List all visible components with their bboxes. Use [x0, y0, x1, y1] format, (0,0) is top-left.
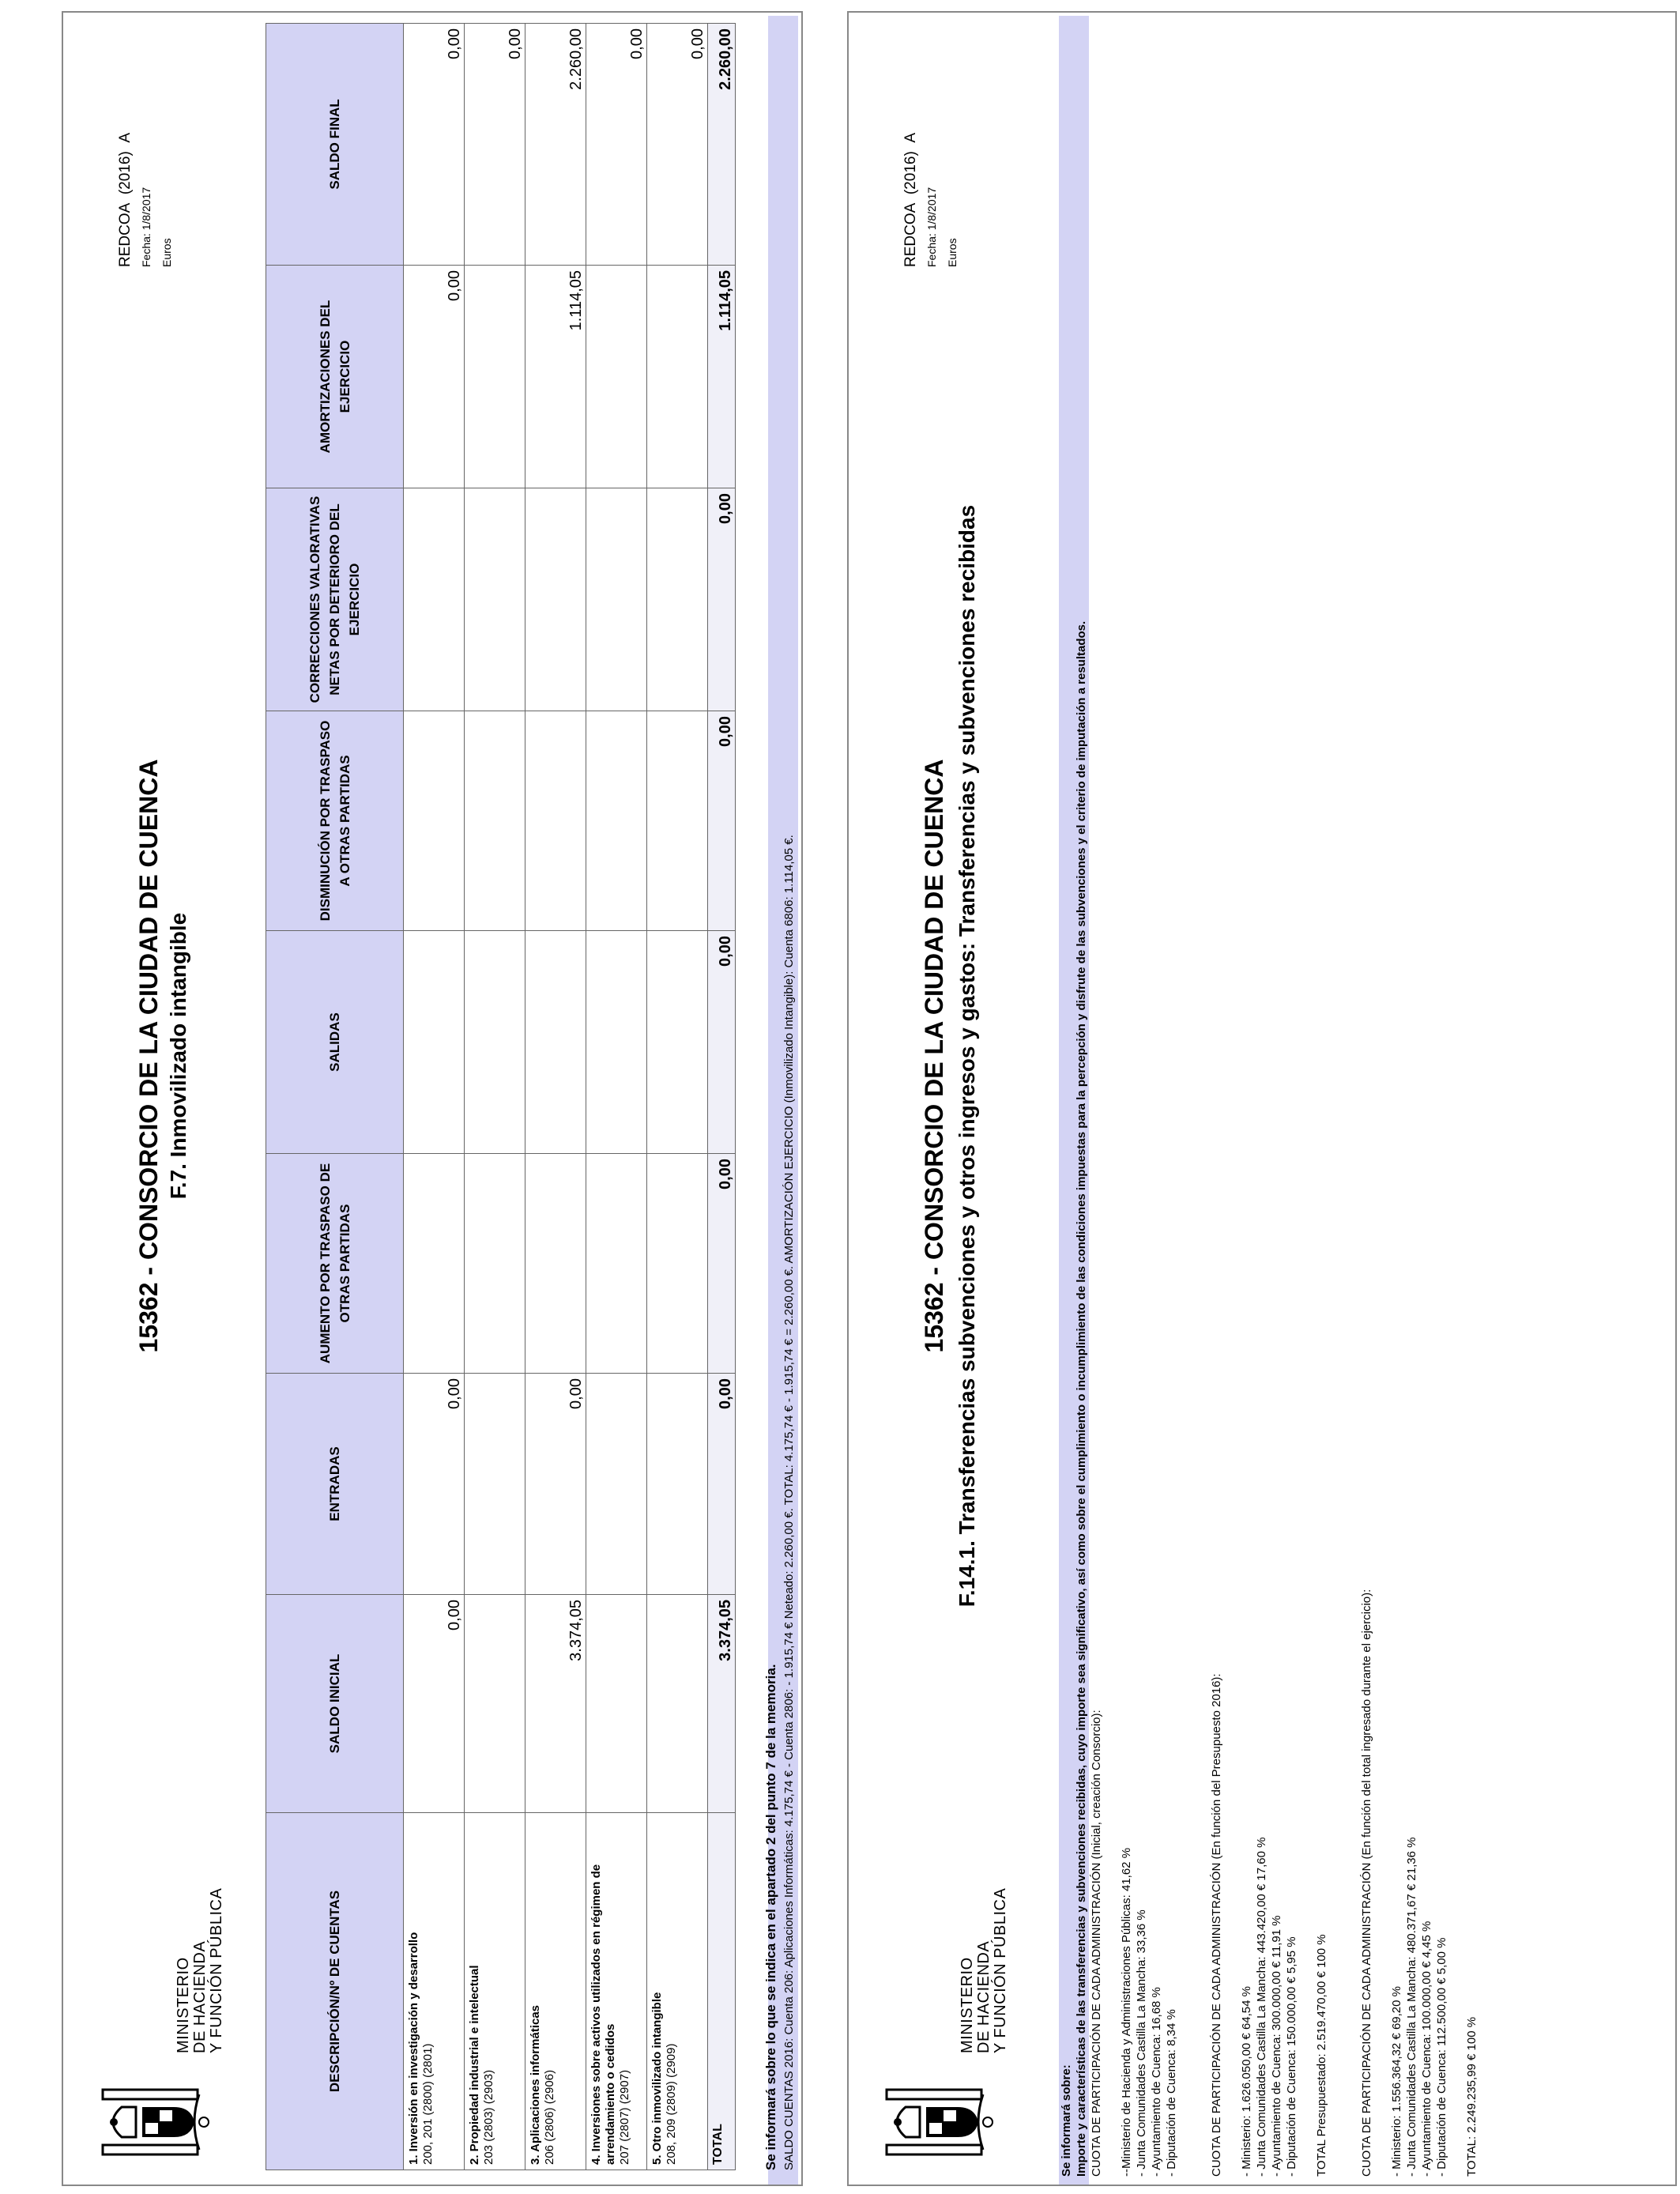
ministry-line-1: MINISTERIO: [175, 1957, 192, 2053]
info-line: CUOTA DE PARTICIPACIÓN DE CADA ADMINISTRACIÓN (En función del total ingresado durante el ejercicio):: [1360, 1589, 1373, 2177]
report-variant: A: [902, 132, 919, 143]
col-header-aumento-traspaso: AUMENTO POR TRASPASO DE OTRAS PARTIDAS: [266, 1154, 404, 1374]
band-heading: Se informará sobre:: [1060, 2064, 1073, 2177]
report-id-line: [901, 133, 921, 267]
info-line: - Diputación de Cuenca: 150.000,00 € 5,95 %: [1285, 1936, 1298, 2177]
info-line: - Ayuntamiento de Cuenca: 300.000,00 € 11,91 %: [1270, 1915, 1283, 2177]
row-value: 0,00: [647, 24, 708, 266]
intangible-assets-table: [266, 23, 736, 2170]
info-line: --Ministerio de Hacienda y Administraciones Públicas: 41,62 %: [1120, 1847, 1133, 2177]
info-line: [1179, 27, 1194, 2177]
info-line: - Junta Comunidades Castilla La Mancha: 33,36 %: [1135, 1909, 1148, 2177]
col-header-salidas: SALIDAS: [266, 931, 404, 1154]
row-value: [465, 931, 525, 1154]
row-value: [647, 931, 708, 1154]
total-value: 3.374,05: [708, 1595, 736, 1813]
row-name: 1. Inversión en investigación y desarrollo: [407, 1932, 420, 2165]
row-value: [647, 266, 708, 488]
row-value: 0,00: [404, 266, 465, 488]
row-value: 0,00: [525, 1374, 586, 1595]
row-name: 5. Otro inmovilizado intangible: [650, 1992, 664, 2165]
info-line: [1194, 27, 1209, 2177]
row-value: [404, 931, 465, 1154]
row-value: [586, 931, 647, 1154]
row-accounts: 200, 201 (2800) (2801): [421, 2043, 435, 2165]
info-line: - Ayuntamiento de Cuenca: 100.000,00 € 4,45 %: [1420, 1921, 1433, 2177]
report-id-block-1: [115, 133, 177, 267]
info-line: [1344, 27, 1359, 2177]
report-id-line: [115, 133, 136, 267]
total-value: 0,00: [708, 488, 736, 711]
row-value: [586, 1374, 647, 1595]
info-line: [1104, 27, 1119, 2177]
report-currency: Euros: [160, 238, 173, 267]
section2-info: [1059, 27, 1479, 2177]
row-value: 0,00: [404, 24, 465, 266]
row-description: [525, 1813, 586, 2170]
info-line: [1329, 27, 1344, 2177]
table-row: [525, 24, 586, 2170]
report-variant: A: [117, 132, 134, 143]
row-accounts: 203 (2803) (2903): [482, 2069, 495, 2165]
row-value: [647, 488, 708, 711]
col-header-entradas: ENTRADAS: [266, 1374, 404, 1595]
info-line: - Ministerio: 1.556.364,32 € 69,20 %: [1390, 1986, 1403, 2177]
row-value: [586, 1154, 647, 1374]
row-value: 2.260,00: [525, 24, 586, 266]
band-text: Importe y características de las transferencias y subvenciones recibidas, cuyo importe sea significativo, así como sobre el cumplimiento o incumplimiento de las condiciones impuestas para la percepción y disfrute de las subvenciones y el criterio de imputación a resultados.: [1075, 620, 1088, 2177]
row-value: [465, 266, 525, 488]
coat-of-arms-logo: [95, 2083, 221, 2161]
info-line: TOTAL Presupuestado: 2.519.470,00 € 100 %: [1315, 1934, 1328, 2177]
row-description: [586, 1813, 647, 2170]
row-description: [647, 1813, 708, 2170]
row-value: 0,00: [404, 1595, 465, 1813]
participation-lines: [1089, 27, 1479, 2177]
section2-title: 15362 - CONSORCIO DE LA CIUDAD DE CUENCA: [920, 759, 948, 1353]
info-line: TOTAL: 2.249.235,99 € 100 %: [1465, 2016, 1478, 2177]
row-value: [647, 1595, 708, 1813]
info-line: - Junta Comunidades Castilla La Mancha: 480.371,67 € 21,36 %: [1405, 1837, 1418, 2177]
info-line: [1299, 27, 1314, 2177]
col-header-description: DESCRIPCIÓN/Nº DE CUENTAS: [266, 1813, 404, 2170]
row-value: [465, 1154, 525, 1374]
report-currency: Euros: [946, 238, 959, 267]
ministry-line-1: MINISTERIO: [959, 1957, 976, 2053]
row-value: [586, 1595, 647, 1813]
table-row: [465, 24, 525, 2170]
row-value: [586, 711, 647, 931]
ministry-line-2: DE HACIENDA: [975, 1940, 993, 2053]
info-line: - Ministerio: 1.626.050,00 € 64,54 %: [1240, 1986, 1253, 2177]
section1-title: 15362 - CONSORCIO DE LA CIUDAD DE CUENCA: [134, 759, 163, 1353]
coat-of-arms-logo-2: [879, 2083, 1005, 2161]
row-value: 0,00: [404, 1374, 465, 1595]
row-value: [525, 931, 586, 1154]
row-value: [404, 1154, 465, 1374]
report-date: Fecha: 1/8/2017: [140, 187, 153, 267]
total-value: 0,00: [708, 1154, 736, 1374]
table-body: [404, 24, 736, 2170]
table-row: [404, 24, 465, 2170]
row-value: [465, 1595, 525, 1813]
total-value: 0,00: [708, 931, 736, 1154]
row-name: 2. Propiedad industrial e intelectual: [468, 1965, 481, 2165]
row-value: 1.114,05: [525, 266, 586, 488]
row-value: 3.374,05: [525, 1595, 586, 1813]
row-value: [465, 711, 525, 931]
info-line: CUOTA DE PARTICIPACIÓN DE CADA ADMINISTRACIÓN (Inicial, creación Consorcio):: [1090, 1710, 1103, 2177]
row-value: [465, 488, 525, 711]
section1-note: SALDO CUENTAS 2016: Cuenta 206: Aplicaciones Informáticas: 4.175,74 € - Cuenta 2806: - 1.915,74 € Neteado: 2.260,00 €. TOTAL: 4.175,74 € - 1.915,74 € = 2.260,00 €. AMORTIZACIÓN EJERCICIO (Inmovilizado Intangible): Cuenta 6806: 1.114,05 €.: [782, 835, 796, 2170]
section1-subtitle: F.7. Inmovilizado intangible: [166, 912, 190, 1200]
total-value: 2.260,00: [708, 24, 736, 266]
row-accounts: 208, 209 (2809) (2909): [665, 2043, 678, 2165]
row-value: 0,00: [586, 24, 647, 266]
row-value: [647, 711, 708, 931]
section1-note-bold: Se informará sobre lo que se indica en el apartado 2 del punto 7 de la memoria.: [763, 1664, 778, 2170]
row-value: [647, 1154, 708, 1374]
info-line: - Diputación de Cuenca: 112.500,00 € 5,00 %: [1435, 1937, 1448, 2177]
row-value: [404, 488, 465, 711]
info-line: [1224, 27, 1239, 2177]
section2-subtitle: F.14.1. Transferencias subvenciones y otros ingresos y gastos: Transferencias y subvenciones recibidas: [955, 504, 979, 1608]
row-value: [586, 266, 647, 488]
info-line: [1374, 27, 1389, 2177]
report-year: (2016): [117, 151, 134, 195]
row-name: 4. Inversiones sobre activos utilizados en régimen de arrendamiento o cedidos: [590, 1864, 617, 2165]
row-name: 3. Aplicaciones informáticas: [529, 2004, 542, 2165]
table-row: [647, 24, 708, 2170]
info-line: CUOTA DE PARTICIPACIÓN DE CADA ADMINISTRACIÓN (En función del Presupuesto 2016):: [1210, 1673, 1223, 2177]
info-line: - Ayuntamiento de Cuenca: 16,68 %: [1150, 1987, 1163, 2177]
info-line: [1449, 27, 1464, 2177]
info-line: - Diputación de Cuenca: 8,34 %: [1165, 2009, 1178, 2177]
ministry-line-3: Y FUNCIÓN PÚBLICA: [208, 1887, 225, 2053]
total-value: 1.114,05: [708, 266, 736, 488]
total-label: TOTAL: [708, 1813, 736, 2170]
row-accounts: 207 (2807) (2907): [618, 2069, 631, 2165]
ministry-line-2: DE HACIENDA: [191, 1940, 209, 2053]
row-value: [525, 711, 586, 931]
col-header-correcciones: CORRECCIONES VALORATIVAS NETAS POR DETERIORO DEL EJERCICIO: [266, 488, 404, 711]
report-code: REDCOA: [902, 202, 919, 267]
report-date: Fecha: 1/8/2017: [925, 187, 938, 267]
report-id-block-2: [901, 133, 962, 267]
report-code: REDCOA: [117, 202, 134, 267]
col-header-amortizaciones: AMORTIZACIONES DEL EJERCICIO: [266, 266, 404, 488]
row-description: [465, 1813, 525, 2170]
row-accounts: 206 (2806) (2906): [543, 2069, 556, 2165]
row-value: [647, 1374, 708, 1595]
total-row: [708, 24, 736, 2170]
info-line: - Junta Comunidades Castilla La Mancha: 443.420,00 € 17,60 %: [1255, 1837, 1268, 2177]
ministry-line-3: Y FUNCIÓN PÚBLICA: [992, 1887, 1009, 2053]
report-year: (2016): [902, 151, 919, 195]
row-value: 0,00: [465, 24, 525, 266]
row-value: [465, 1374, 525, 1595]
ministry-name-2: [959, 1888, 1009, 2053]
row-description: [404, 1813, 465, 2170]
row-value: [525, 1154, 586, 1374]
row-value: [586, 488, 647, 711]
total-value: 0,00: [708, 711, 736, 931]
table-row: [586, 24, 647, 2170]
col-header-saldo-final: SALDO FINAL: [266, 24, 404, 266]
col-header-disminucion-traspaso: DISMINUCIÓN POR TRASPASO A OTRAS PARTIDAS: [266, 711, 404, 931]
ministry-name: [175, 1888, 225, 2053]
total-value: 0,00: [708, 1374, 736, 1595]
col-header-saldo-inicial: SALDO INICIAL: [266, 1595, 404, 1813]
row-value: [404, 711, 465, 931]
row-value: [525, 488, 586, 711]
